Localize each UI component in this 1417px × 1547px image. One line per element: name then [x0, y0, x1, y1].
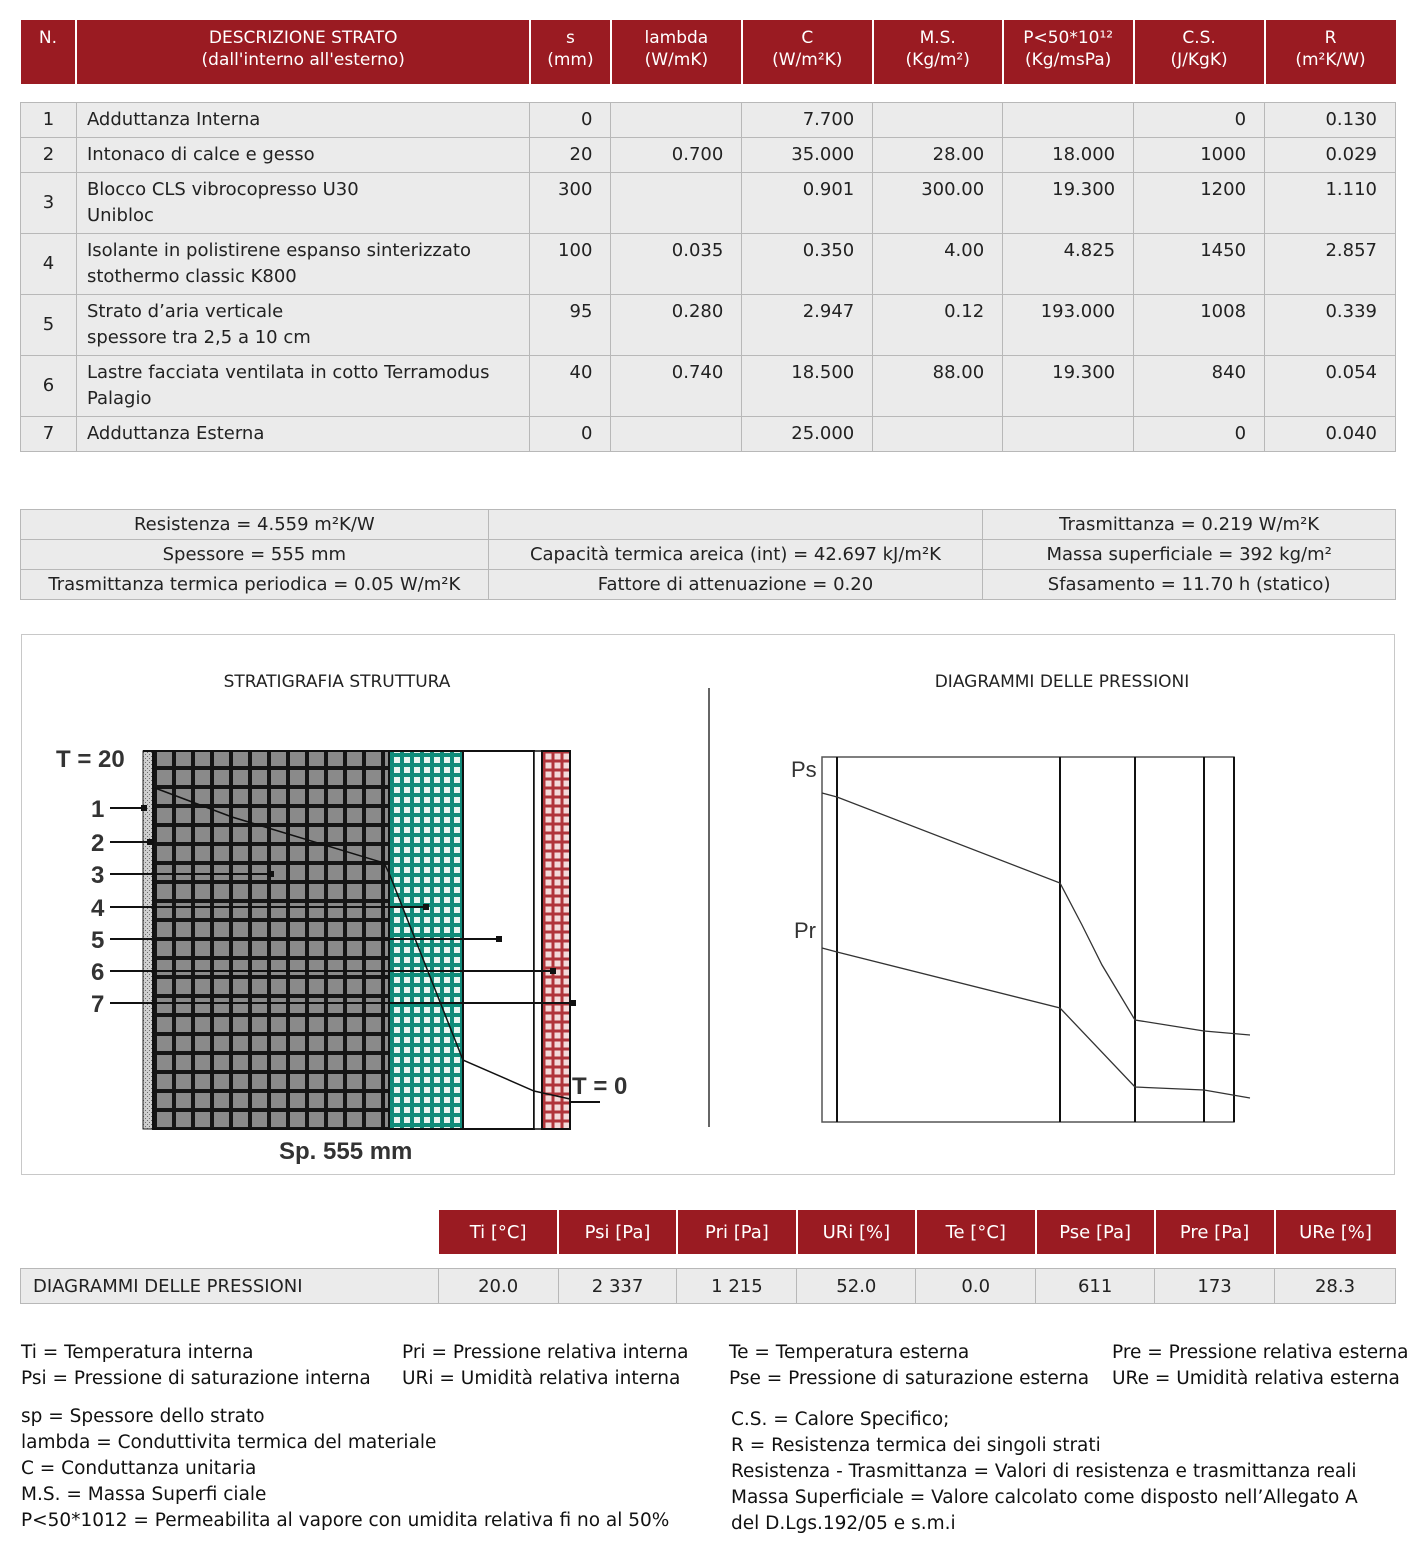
layer-label-3: 3: [91, 862, 105, 889]
capacita-value: Capacità termica areica (int) = 42.697 kJ/m²K: [488, 540, 983, 570]
column-header-unit: (m²K/W): [1295, 50, 1366, 70]
layer-description: [76, 234, 530, 295]
layer-marker: [141, 805, 147, 811]
summary-row: [21, 540, 1396, 570]
column-header-unit: (Kg/msPa): [1025, 50, 1112, 70]
column-header: [1265, 20, 1396, 84]
massa-value: Massa superficiale = 392 kg/m²: [983, 540, 1396, 570]
legend-p50: P<50*1012 = Permeabilita al vapore con umidita relativa fi no al 50%: [21, 1510, 670, 1531]
column-header-title: C.S.: [1182, 28, 1216, 48]
pressure-column-header: URe [%]: [1275, 1210, 1396, 1254]
legend-ms: M.S. = Massa Superfi ciale: [21, 1484, 267, 1505]
pressure-column-header: Pre [Pa]: [1155, 1210, 1275, 1254]
column-header: [1134, 20, 1265, 84]
layer-number: 7: [21, 417, 77, 452]
table-row: [21, 417, 1396, 452]
cell-ms: 4.00: [873, 234, 1003, 295]
layer-description: [76, 173, 530, 234]
table-row: [21, 356, 1396, 417]
summary-row: [21, 510, 1396, 540]
cell-cs: 1450: [1134, 234, 1265, 295]
cell-p: 193.000: [1003, 295, 1134, 356]
pr-label: Pr: [794, 918, 816, 943]
cell-ms: [873, 417, 1003, 452]
cell-r: 0.040: [1265, 417, 1396, 452]
t-ext-label: T = 0: [572, 1073, 628, 1100]
cell-p: 4.825: [1003, 234, 1134, 295]
legend-col-2: [402, 1340, 688, 1392]
layer-description-line: Isolante in polistirene espanso sinterizzato: [86, 240, 471, 261]
cell-r: 0.130: [1265, 103, 1396, 138]
column-header-unit: (J/KgK): [1170, 50, 1228, 70]
table-row: [21, 103, 1396, 138]
cell-s: 20: [530, 138, 611, 173]
cell-s: 95: [530, 295, 611, 356]
column-header-title: P<50*10¹²: [1023, 28, 1114, 48]
pressure-table: [20, 1210, 1396, 1304]
layer-description: [76, 138, 530, 173]
layer-description-line: Palagio: [86, 388, 152, 409]
layer-label-7: 7: [91, 991, 105, 1018]
cell-r: 0.054: [1265, 356, 1396, 417]
column-header: [873, 20, 1003, 84]
legend-te: Te = Temperatura esterna: [729, 1342, 970, 1363]
pressure-column-header: Pse [Pa]: [1036, 1210, 1155, 1254]
layer-marker: [570, 1000, 576, 1006]
cell-ms: 300.00: [873, 173, 1003, 234]
pressure-column-header: Pri [Pa]: [677, 1210, 797, 1254]
stratigraphy-drawing: [56, 746, 627, 1165]
column-header-title: C: [801, 28, 814, 48]
legend-massa-sup: Massa Superficiale = Valore calcolato come disposto nell’Allegato A: [731, 1487, 1358, 1508]
cell-cs: 0: [1134, 103, 1265, 138]
pressure-value: 20.0: [438, 1269, 558, 1304]
pressure-value: 2 337: [558, 1269, 677, 1304]
terracotta-layer: [542, 751, 570, 1129]
column-header-unit: (W/mK): [644, 50, 709, 70]
column-header: [742, 20, 873, 84]
cell-s: 0: [530, 103, 611, 138]
table-row: [21, 295, 1396, 356]
cell-lambda: 0.035: [611, 234, 742, 295]
column-header-title: M.S.: [919, 28, 956, 48]
layer-description-line: stothermo classic K800: [86, 266, 297, 287]
pressure-header-row: [21, 1210, 1396, 1254]
cell-c: 18.500: [742, 356, 873, 417]
column-header-unit: (mm): [547, 50, 594, 70]
layer-number: 3: [21, 173, 77, 234]
cell-c: 7.700: [742, 103, 873, 138]
table-row: [21, 234, 1396, 295]
layer-marker: [147, 839, 153, 845]
layer-description: [76, 295, 530, 356]
cell-lambda: [611, 103, 742, 138]
layer-description: [76, 103, 530, 138]
pressure-chart-frame: [822, 757, 1234, 1122]
layer-label-2: 2: [91, 830, 105, 857]
column-header: [530, 20, 611, 84]
resistenza-value: Resistenza = 4.559 m²K/W: [21, 510, 489, 540]
layer-label-6: 6: [91, 959, 105, 986]
legend-cs: C.S. = Calore Specifico;: [731, 1409, 950, 1430]
cell-r: 1.110: [1265, 173, 1396, 234]
cell-cs: 840: [1134, 356, 1265, 417]
pressure-row-label: DIAGRAMMI DELLE PRESSIONI: [21, 1269, 439, 1304]
legend-uri: URi = Umidità relativa interna: [402, 1368, 681, 1389]
pressure-diagram-title: DIAGRAMMI DELLE PRESSIONI: [934, 672, 1190, 692]
cell-p: [1003, 417, 1134, 452]
layer-number: 1: [21, 103, 77, 138]
legend-col-1: [21, 1340, 371, 1392]
layer-description-line: Blocco CLS vibrocopresso U30: [86, 179, 359, 200]
legend-psi: Psi = Pressione di saturazione interna: [21, 1368, 371, 1389]
summary-table: [20, 509, 1396, 600]
legend-massa-sup-cont: del D.Lgs.192/05 e s.m.i: [731, 1513, 956, 1534]
pressure-value: 52.0: [797, 1269, 916, 1304]
column-header-unit: (Kg/m²): [905, 50, 970, 70]
cell-ms: 88.00: [873, 356, 1003, 417]
layer-description-line: Adduttanza Esterna: [86, 423, 265, 444]
cell-cs: 1008: [1134, 295, 1265, 356]
trasmittanza-value: Trasmittanza = 0.219 W/m²K: [983, 510, 1396, 540]
legend-c: C = Conduttanza unitaria: [21, 1458, 257, 1479]
table-row: [21, 173, 1396, 234]
cell-cs: 0: [1134, 417, 1265, 452]
trasm-periodica-value: Trasmittanza termica periodica = 0.05 W/m²K: [21, 570, 489, 600]
legend-col-3: [729, 1340, 1089, 1392]
pressure-value: 0.0: [916, 1269, 1036, 1304]
cell-ms: [873, 103, 1003, 138]
legend-pse: Pse = Pressione di saturazione esterna: [729, 1368, 1090, 1389]
column-header: [611, 20, 742, 84]
cell-p: 19.300: [1003, 173, 1134, 234]
legend-r: R = Resistenza termica dei singoli strati: [731, 1435, 1101, 1456]
column-header-unit: (dall'interno all'esterno): [201, 50, 405, 70]
summary-empty-cell: [488, 510, 983, 540]
layer-marker: [268, 871, 274, 877]
pressure-column-header: Ti [°C]: [438, 1210, 558, 1254]
column-header-title: DESCRIZIONE STRATO: [208, 28, 398, 48]
cell-cs: 1000: [1134, 138, 1265, 173]
layer-number: 5: [21, 295, 77, 356]
pressure-column-header: URi [%]: [797, 1210, 916, 1254]
column-header: [1003, 20, 1134, 84]
layer-description-line: spessore tra 2,5 a 10 cm: [86, 327, 311, 348]
layer-description: [76, 356, 530, 417]
pressure-value: 28.3: [1275, 1269, 1396, 1304]
column-header-title: lambda: [644, 28, 709, 48]
cell-c: 25.000: [742, 417, 873, 452]
cell-c: 0.350: [742, 234, 873, 295]
table-row: [21, 138, 1396, 173]
cell-s: 40: [530, 356, 611, 417]
stratigraphy-title: STRATIGRAFIA STRUTTURA: [223, 672, 451, 692]
legend-col-6: [731, 1407, 1358, 1537]
ps-saturation-line: [822, 793, 1250, 1035]
layer-label-5: 5: [91, 927, 105, 954]
legend-res-tras: Resistenza - Trasmittanza = Valori di resistenza e trasmittanza reali: [731, 1461, 1357, 1482]
layer-number: 6: [21, 356, 77, 417]
ventilation-gap: [534, 751, 542, 1129]
spessore-value: Spessore = 555 mm: [21, 540, 489, 570]
cell-p: 18.000: [1003, 138, 1134, 173]
pressure-data-row: [21, 1269, 1396, 1304]
pressure-value: 1 215: [677, 1269, 797, 1304]
column-header: [76, 20, 530, 84]
layer-description: [76, 417, 530, 452]
cell-r: 2.857: [1265, 234, 1396, 295]
legend-sp: sp = Spessore dello strato: [21, 1406, 265, 1427]
layer-marker: [423, 904, 429, 910]
column-header-title: s: [565, 28, 575, 48]
fattore-value: Fattore di attenuazione = 0.20: [488, 570, 983, 600]
cell-r: 0.029: [1265, 138, 1396, 173]
cell-lambda: 0.280: [611, 295, 742, 356]
sfasamento-value: Sfasamento = 11.70 h (statico): [983, 570, 1396, 600]
legend-ti: Ti = Temperatura interna: [21, 1342, 254, 1363]
legend-col-5: [21, 1404, 669, 1534]
layer-marker: [550, 968, 556, 974]
cell-lambda: [611, 417, 742, 452]
layer-description-line: Strato d’aria verticale: [86, 301, 284, 322]
thickness-label: Sp. 555 mm: [279, 1138, 413, 1165]
layer-description-line: Adduttanza Interna: [86, 109, 261, 130]
cell-s: 300: [530, 173, 611, 234]
cell-lambda: [611, 173, 742, 234]
pr-relative-line: [822, 948, 1250, 1098]
column-header-title: R: [1324, 28, 1337, 48]
cell-lambda: 0.700: [611, 138, 742, 173]
blank-header: [21, 1210, 439, 1254]
legend-ure: URe = Umidità relativa esterna: [1112, 1368, 1400, 1389]
layers-table: [20, 20, 1396, 452]
layer-label-1: 1: [91, 796, 105, 823]
layer-description-line: Lastre facciata ventilata in cotto Terramodus: [86, 362, 490, 383]
cell-s: 100: [530, 234, 611, 295]
legend-pre: Pre = Pressione relativa esterna: [1112, 1342, 1409, 1363]
cell-c: 0.901: [742, 173, 873, 234]
cell-r: 0.339: [1265, 295, 1396, 356]
layer-description-line: Unibloc: [86, 205, 154, 226]
t-int-label: T = 20: [56, 746, 125, 773]
layer-description-line: Intonaco di calce e gesso: [86, 144, 315, 165]
legend-pri: Pri = Pressione relativa interna: [402, 1342, 689, 1363]
layer-number: 2: [21, 138, 77, 173]
pressure-chart: [791, 757, 1250, 1122]
cell-cs: 1200: [1134, 173, 1265, 234]
pressure-column-header: Te [°C]: [916, 1210, 1036, 1254]
cell-c: 35.000: [742, 138, 873, 173]
layer-number: 4: [21, 234, 77, 295]
layer-label-4: 4: [91, 895, 105, 922]
column-header-title: N.: [38, 28, 58, 48]
legend-lambda: lambda = Conduttivita termica del materiale: [21, 1432, 437, 1453]
ps-label: Ps: [791, 757, 817, 782]
cell-p: [1003, 103, 1134, 138]
summary-row: [21, 570, 1396, 600]
table-header-row: [21, 20, 1396, 84]
cell-s: 0: [530, 417, 611, 452]
cell-ms: 28.00: [873, 138, 1003, 173]
cell-lambda: 0.740: [611, 356, 742, 417]
column-header: [21, 20, 77, 84]
cell-p: 19.300: [1003, 356, 1134, 417]
diagram-panel: [21, 634, 1395, 1175]
legend-col-4: [1112, 1340, 1408, 1392]
cell-ms: 0.12: [873, 295, 1003, 356]
pressure-value: 173: [1155, 1269, 1275, 1304]
column-header-unit: (W/m²K): [772, 50, 843, 70]
cell-c: 2.947: [742, 295, 873, 356]
layer-marker: [496, 936, 502, 942]
pressure-column-header: Psi [Pa]: [558, 1210, 677, 1254]
pressure-value: 611: [1036, 1269, 1155, 1304]
diagrams-svg: [22, 635, 1396, 1176]
